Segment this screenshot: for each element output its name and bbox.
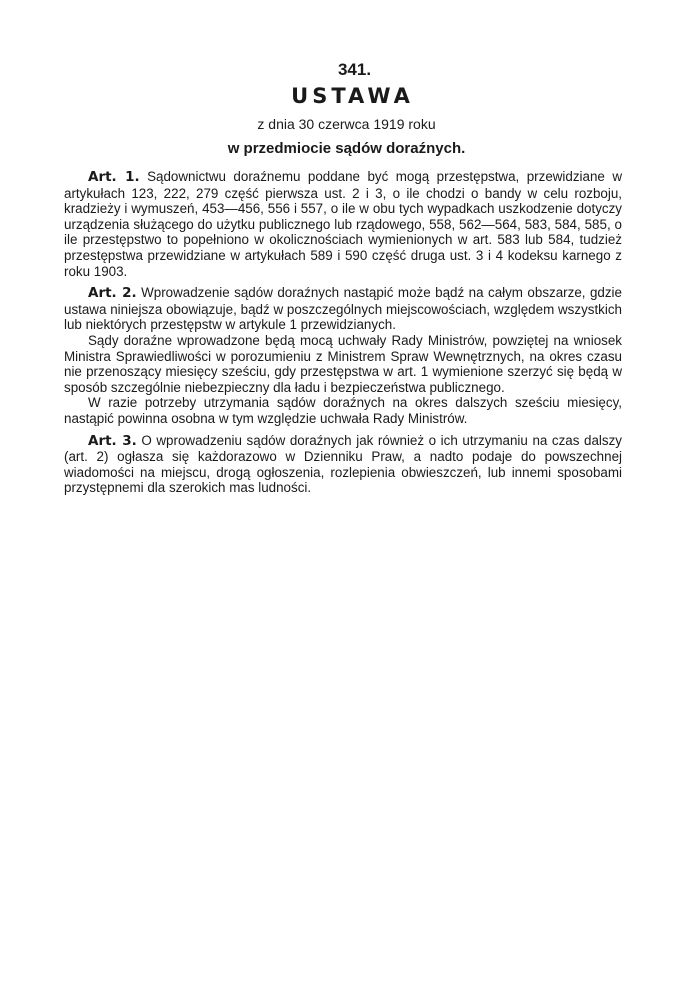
document-body: [64, 169, 622, 496]
article-3-text: O wprowadzeniu sądów doraźnych jak również o ich utrzymaniu na czas dalszy (art. 2) ogłasza się każdorazowo w Dzienniku Praw, a nadto podaje do powszechnej wiadomości na miejscu, drogą ogłoszenia, rozlepienia obwieszczeń, lub innemi sposobami przystępnemi dla szerokich mas ludności.: [64, 432, 622, 496]
article-2-text: Wprowadzenie sądów doraźnych nastąpić może bądź na całym obszarze, gdzie ustawa niniejsza obowiązuje, bądź w poszczególnych miejscowościach, względem wszystkich lub niektórych przestępstw w artykule 1 przewidzianych.: [64, 285, 622, 333]
article-2-label: Art. 2.: [88, 285, 137, 302]
document-number: 341.: [337, 60, 372, 79]
article-1: [64, 169, 622, 279]
document-title: USTAWA: [291, 84, 414, 108]
article-3-label: Art. 3.: [88, 432, 137, 449]
article-2-paragraph-3: W razie potrzeby utrzymania sądów doraźnych na okres dalszych sześciu miesięcy, nastąpić powinna osobna w tym względzie uchwała Rady Ministrów.: [64, 395, 622, 426]
article-1-text: Sądownictwu doraźnemu poddane być mogą przestępstwa, przewidziane w artykułach 123, 222, 279 część pierwsza ust. 2 i 3, o ile chodzi o bandy w celu rozboju, kradzieży i wymuszeń, 453—456, 556 i 557, o ile w obu tych wypadkach uszkodzenie dotyczy urządzenia służącego do użytku publicznego lub rządowego, 558, 562—564, 583, 584, 585, o ile przestępstwo to popełniono w okolicznościach wymienionych w art. 583 lub 584, tudzież przestępstwa przewidziane w artykułach 589 i 590 część druga ust. 3 i 4 kodeksu karnego z roku 1903.: [64, 169, 622, 279]
article-1-label: Art. 1.: [88, 169, 140, 185]
article-3: [64, 433, 622, 496]
document-date: z dnia 30 czerwca 1919 roku: [257, 116, 436, 132]
article-2: [64, 285, 622, 333]
document-subject: w przedmiocie sądów doraźnych.: [227, 140, 466, 157]
article-2-paragraph-2: Sądy doraźne wprowadzone będą mocą uchwały Rady Ministrów, powziętej na wniosek Ministra Sprawiedliwości w porozumieniu z Ministrem Spraw Wewnętrznych, na okres czasu nie przenoszący miesięcy sześciu, gdy przestępstwa w art. 1 wymienione szerzyć się będą w sposób szczególnie niebezpieczny dla ładu i bezpieczeństwa publicznego.: [64, 332, 622, 395]
